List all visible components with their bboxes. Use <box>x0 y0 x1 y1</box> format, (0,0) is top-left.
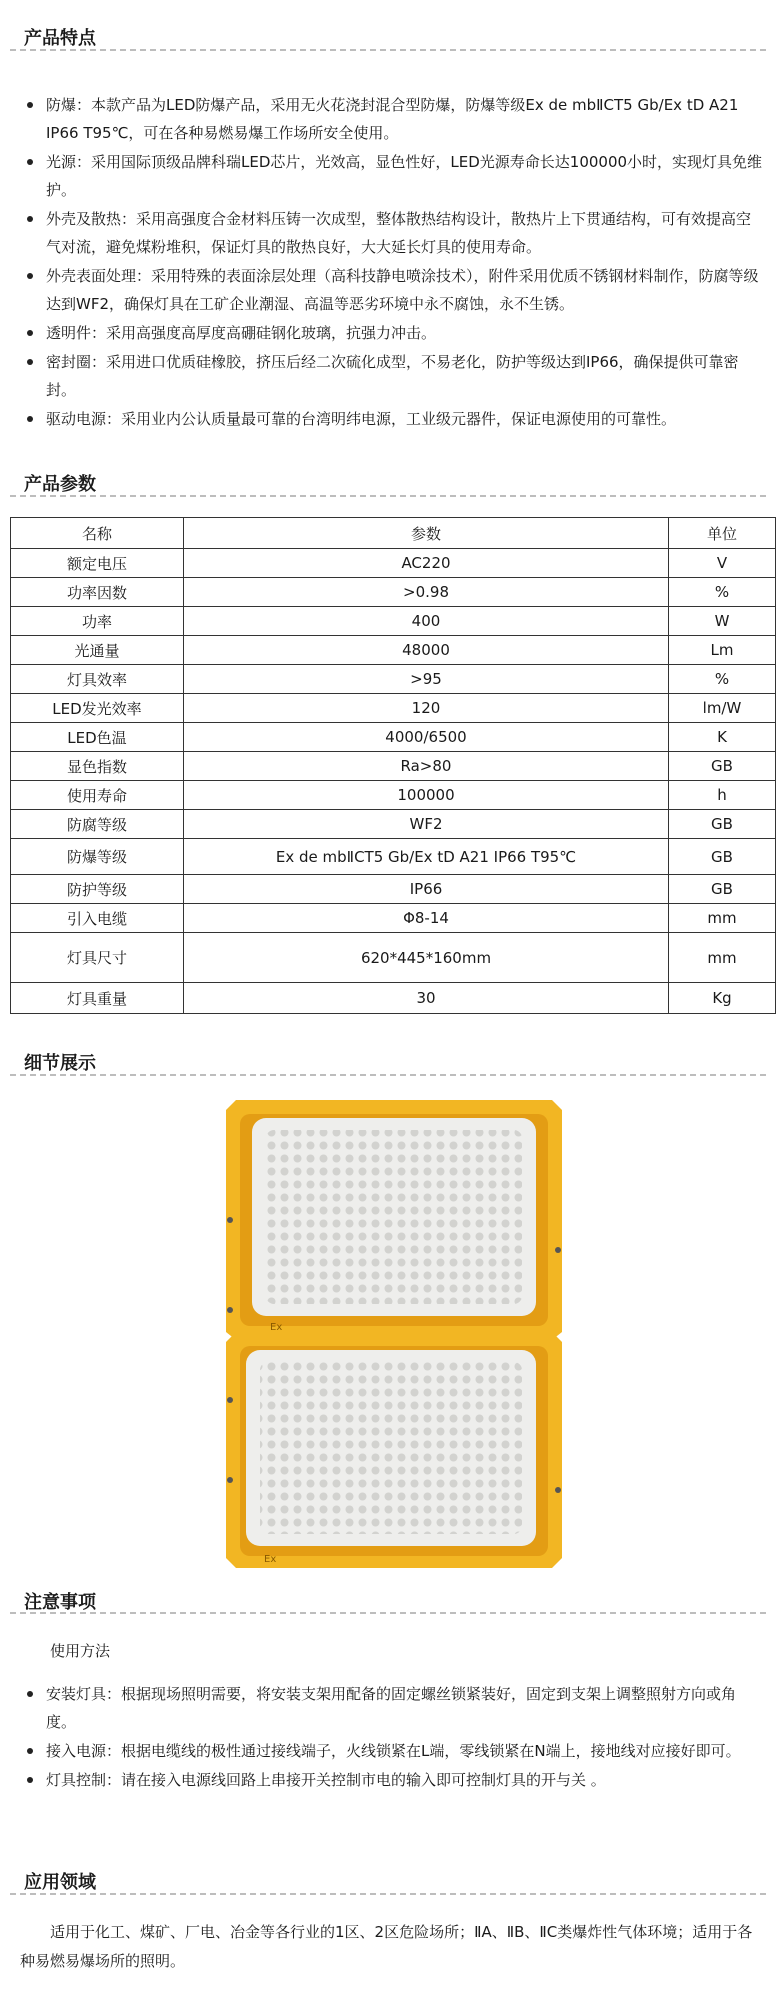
lamp-photo <box>226 1100 562 1568</box>
ex-mark: Ex <box>264 1554 277 1565</box>
feature-item: 外壳及散热：采用高强度合金材料压铸一次成型，整体散热结构设计，散热片上下贯通结构，可有效提高空气对流，避免煤粉堆积，保证灯具的散热良好，大大延长灯具的使用寿命。 <box>12 205 764 261</box>
row-unit: mm <box>669 904 776 933</box>
table-row <box>11 723 776 752</box>
table-row <box>11 839 776 875</box>
row-unit: Lm <box>669 636 776 665</box>
row-value: AC220 <box>184 549 669 578</box>
table-row <box>11 578 776 607</box>
row-unit: % <box>669 665 776 694</box>
table-row <box>11 636 776 665</box>
table-row <box>11 781 776 810</box>
header-name: 名称 <box>11 518 184 549</box>
screw-icon <box>227 1397 233 1403</box>
row-value: Ra>80 <box>184 752 669 781</box>
row-value: 120 <box>184 694 669 723</box>
table-row <box>11 904 776 933</box>
row-name: 灯具重量 <box>11 983 184 1014</box>
note-item: 安装灯具：根据现场照明需要，将安装支架用配备的固定螺丝锁紧装好，固定到支架上调整照射方向或角度。 <box>12 1680 764 1736</box>
upper-led-array <box>266 1130 522 1304</box>
row-name: 功率 <box>11 607 184 636</box>
row-name: LED发光效率 <box>11 694 184 723</box>
feature-item: 透明件：采用高强度高厚度高硼硅钢化玻璃，抗强力冲击。 <box>12 319 764 347</box>
table-row <box>11 933 776 983</box>
row-name: 防腐等级 <box>11 810 184 839</box>
table-row <box>11 549 776 578</box>
feature-item: 驱动电源：采用业内公认质量最可靠的台湾明纬电源，工业级元器件，保证电源使用的可靠性。 <box>12 405 764 433</box>
notes-title: 注意事项 <box>24 1592 96 1613</box>
params-title: 产品参数 <box>24 474 96 495</box>
row-unit: mm <box>669 933 776 983</box>
notes-divider <box>10 1612 766 1614</box>
header-unit: 单位 <box>669 518 776 549</box>
row-name: 额定电压 <box>11 549 184 578</box>
table-row <box>11 810 776 839</box>
row-value: 400 <box>184 607 669 636</box>
row-unit: GB <box>669 875 776 904</box>
row-value: >0.98 <box>184 578 669 607</box>
row-value: 48000 <box>184 636 669 665</box>
row-value: 4000/6500 <box>184 723 669 752</box>
row-unit: % <box>669 578 776 607</box>
screw-icon <box>555 1247 561 1253</box>
row-unit: V <box>669 549 776 578</box>
note-item: 接入电源：根据电缆线的极性通过接线端子，火线锁紧在L端，零线锁紧在N端上，接地线对应接好即可。 <box>12 1737 764 1765</box>
row-value: Ex de mbⅡCT5 Gb/Ex tD A21 IP66 T95℃ <box>184 839 669 875</box>
lower-led-array <box>260 1362 522 1534</box>
feature-item: 外壳表面处理：采用特殊的表面涂层处理（高科技静电喷涂技术），附件采用优质不锈钢材料制作，防腐等级达到WF2，确保灯具在工矿企业潮湿、高温等恶劣环境中永不腐蚀，永不生锈。 <box>12 262 764 318</box>
feature-item: 密封圈：采用进口优质硅橡胶，挤压后经二次硫化成型，不易老化，防护等级达到IP66，确保提供可靠密封。 <box>12 348 764 404</box>
row-value: >95 <box>184 665 669 694</box>
screw-icon <box>555 1487 561 1493</box>
row-value: 30 <box>184 983 669 1014</box>
row-unit: Kg <box>669 983 776 1014</box>
application-title: 应用领域 <box>24 1872 96 1893</box>
screw-icon <box>227 1477 233 1483</box>
ex-mark: Ex <box>270 1322 283 1333</box>
features-list <box>12 91 764 434</box>
row-name: 使用寿命 <box>11 781 184 810</box>
row-unit: W <box>669 607 776 636</box>
screw-icon <box>227 1307 233 1313</box>
row-value: 620*445*160mm <box>184 933 669 983</box>
feature-item: 防爆：本款产品为LED防爆产品，采用无火花浇封混合型防爆，防爆等级Ex de mbⅡCT5 Gb/Ex tD A21 IP66 T95℃，可在各种易燃易爆工作场所安全使用。 <box>12 91 764 147</box>
usage-subtitle: 使用方法 <box>50 1642 111 1660</box>
features-divider <box>10 49 766 51</box>
row-value: 100000 <box>184 781 669 810</box>
row-value: Φ8-14 <box>184 904 669 933</box>
row-value: IP66 <box>184 875 669 904</box>
table-row <box>11 607 776 636</box>
table-header-row <box>11 518 776 549</box>
row-unit: h <box>669 781 776 810</box>
row-name: 防护等级 <box>11 875 184 904</box>
feature-item: 光源：采用国际顶级品牌科瑞LED芯片，光效高，显色性好，LED光源寿命长达100000小时，实现灯具免维护。 <box>12 148 764 204</box>
row-unit: K <box>669 723 776 752</box>
row-name: 光通量 <box>11 636 184 665</box>
params-table <box>10 517 776 1014</box>
row-name: 显色指数 <box>11 752 184 781</box>
details-title: 细节展示 <box>24 1053 96 1074</box>
row-unit: GB <box>669 752 776 781</box>
application-divider <box>10 1893 766 1895</box>
table-row <box>11 983 776 1014</box>
table-row <box>11 694 776 723</box>
note-item: 灯具控制：请在接入电源线回路上串接开关控制市电的输入即可控制灯具的开与关 。 <box>12 1766 764 1794</box>
row-name: 引入电缆 <box>11 904 184 933</box>
row-name: 灯具尺寸 <box>11 933 184 983</box>
row-name: 灯具效率 <box>11 665 184 694</box>
row-unit: GB <box>669 810 776 839</box>
params-divider <box>10 495 766 497</box>
application-text: 适用于化工、煤矿、厂电、冶金等各行业的1区、2区危险场所；ⅡA、ⅡB、ⅡC类爆炸性气体环境；适用于各种易燃易爆场所的照明。 <box>20 1923 753 1970</box>
screw-icon <box>227 1217 233 1223</box>
table-row <box>11 752 776 781</box>
row-unit: GB <box>669 839 776 875</box>
table-row <box>11 875 776 904</box>
features-title: 产品特点 <box>24 28 96 49</box>
details-divider <box>10 1074 766 1076</box>
table-row <box>11 665 776 694</box>
row-name: 防爆等级 <box>11 839 184 875</box>
notes-list <box>12 1680 764 1795</box>
row-value: WF2 <box>184 810 669 839</box>
row-name: 功率因数 <box>11 578 184 607</box>
row-name: LED色温 <box>11 723 184 752</box>
row-unit: lm/W <box>669 694 776 723</box>
header-value: 参数 <box>184 518 669 549</box>
